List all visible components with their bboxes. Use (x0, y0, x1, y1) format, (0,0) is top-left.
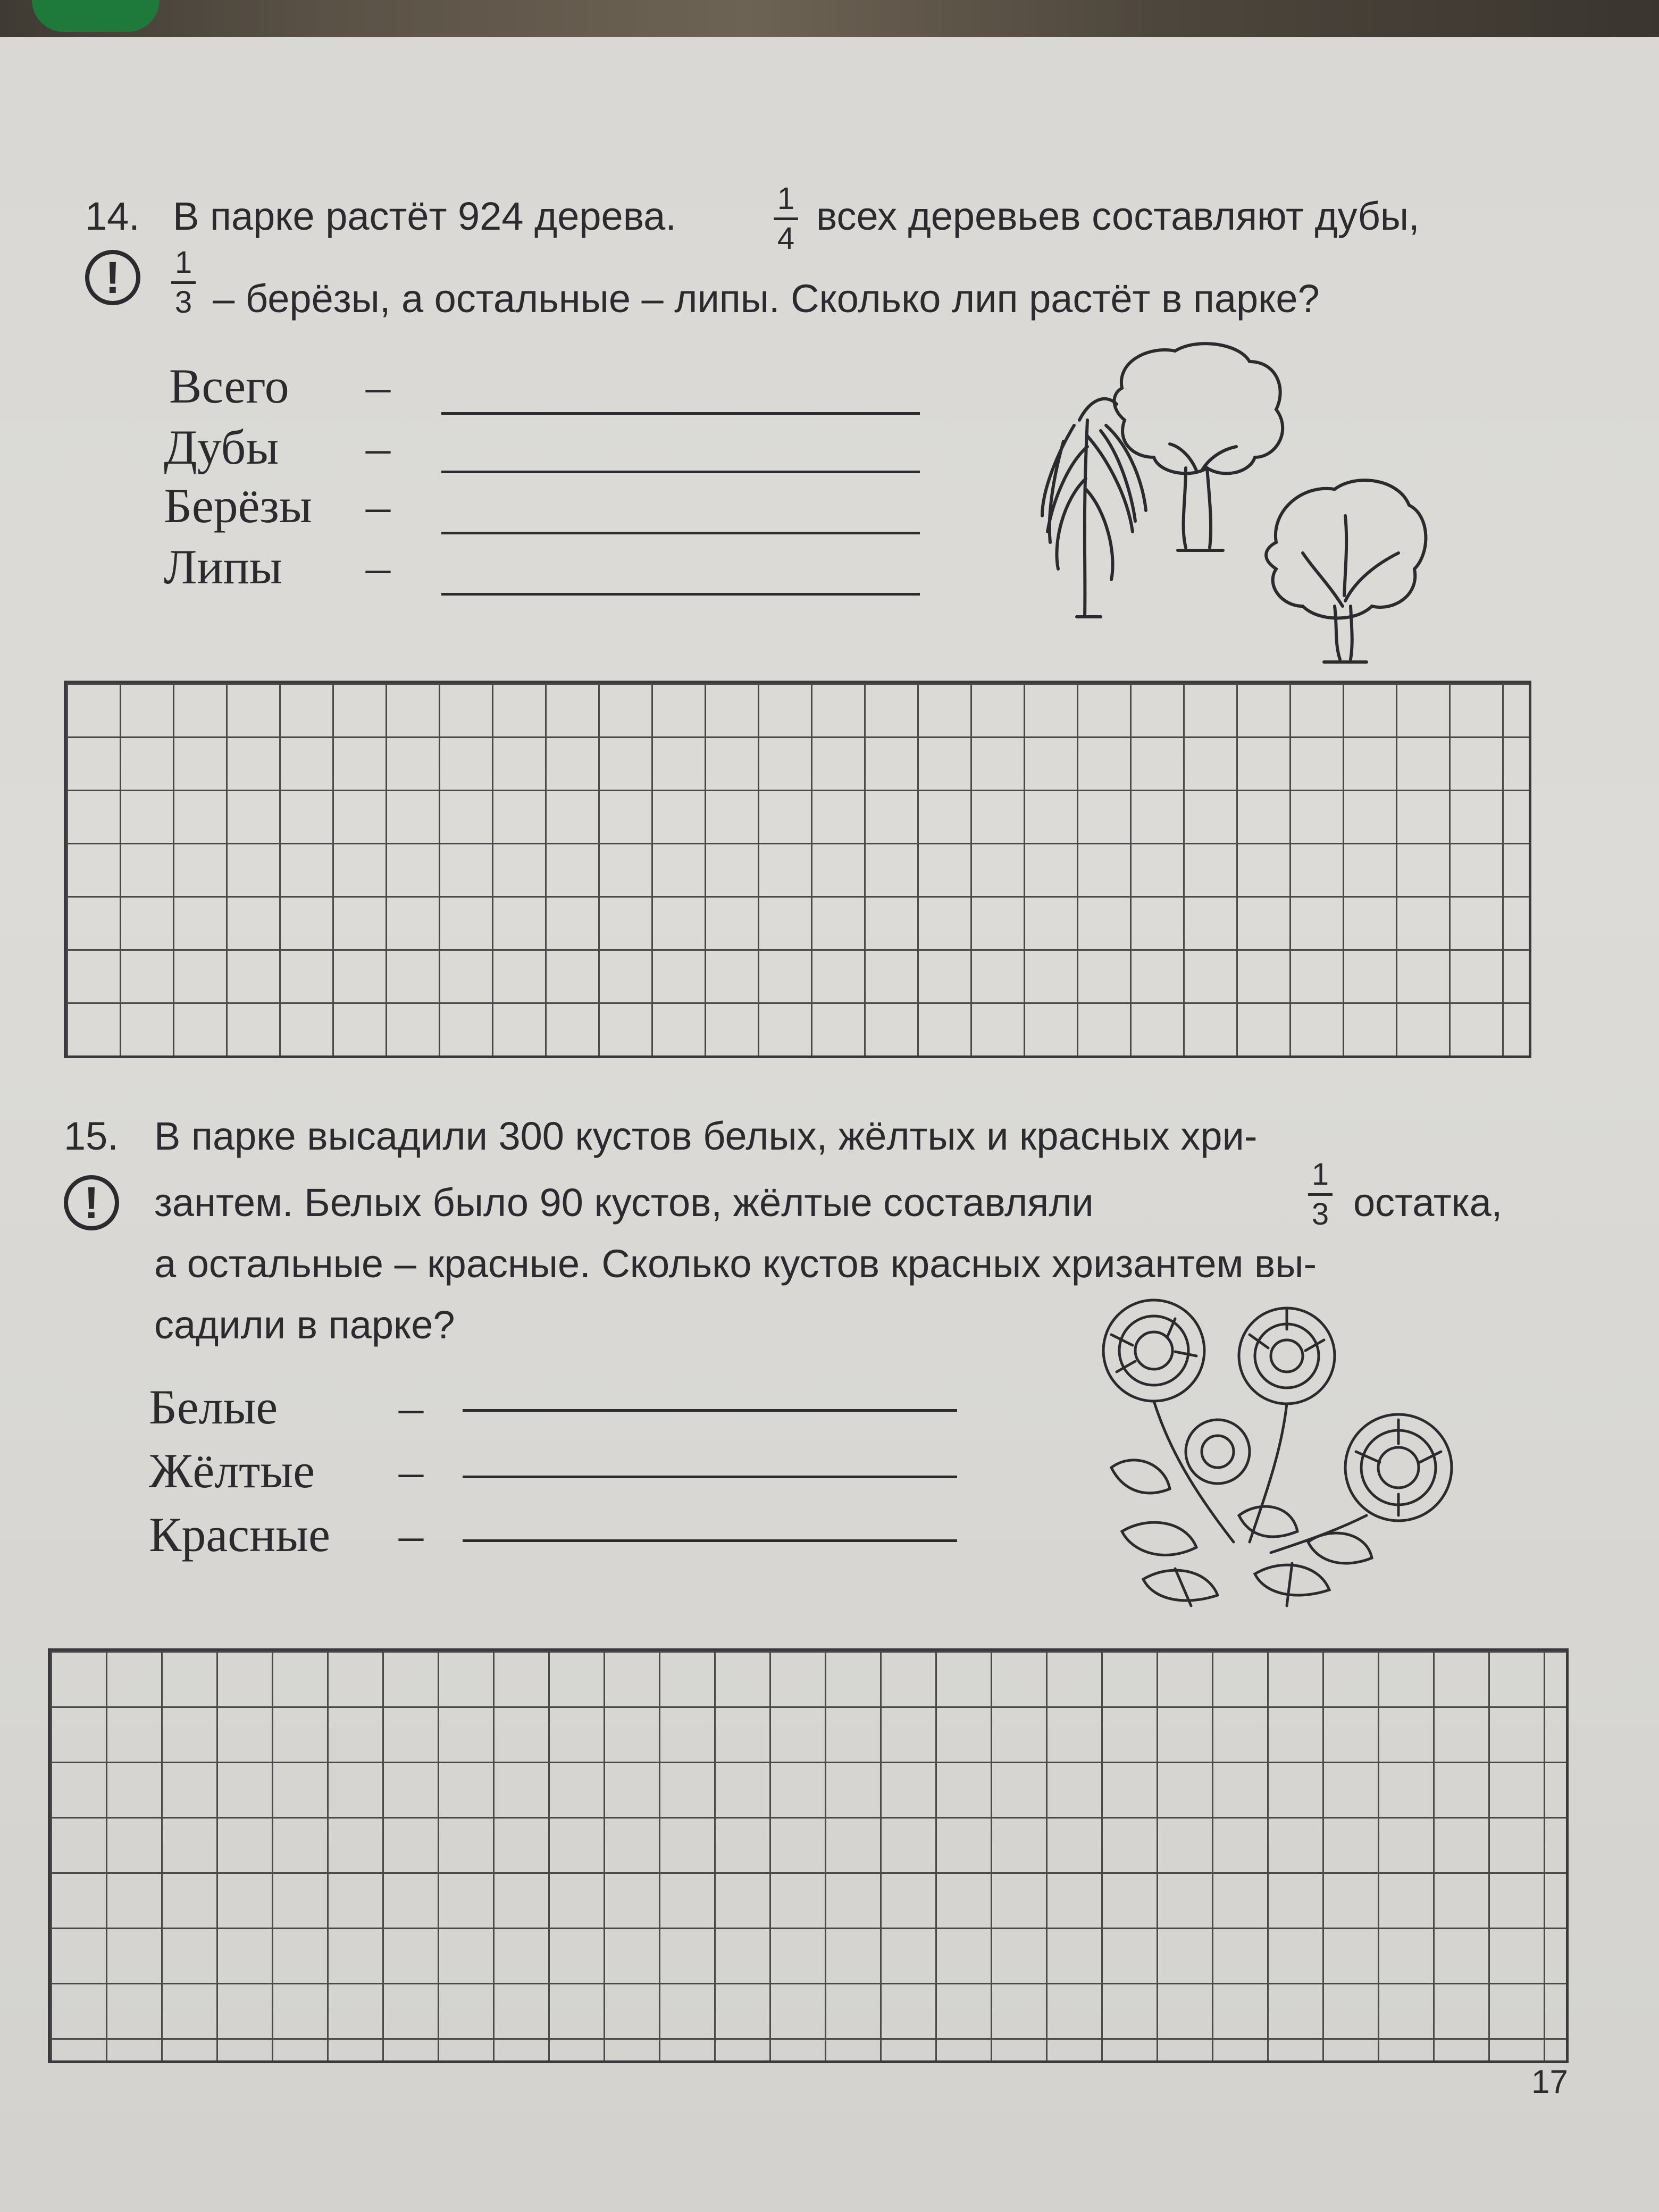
task15-row-label-yellow: Жёлтые (149, 1444, 315, 1498)
answer-line-red[interactable] (463, 1539, 957, 1542)
answer-line-total[interactable] (441, 412, 920, 415)
task14-number: 14. (85, 194, 140, 238)
task15-row-dash: – (399, 1507, 423, 1562)
task15-text-line2a: зантем. Белых было 90 кустов, жёлтые составляли (154, 1180, 1094, 1225)
task15-row-dash: – (399, 1380, 423, 1434)
fraction-bar (774, 217, 798, 220)
task14-text-line2: – берёзы, а остальные – липы. Сколько лип растёт в парке? (213, 276, 1320, 321)
chrysanthemum-illustration-icon (1079, 1292, 1468, 1611)
answer-line-lindens[interactable] (441, 593, 920, 596)
task14-fraction-quarter (774, 183, 798, 254)
task15-row-dash: – (399, 1444, 423, 1498)
exclamation-icon (85, 250, 140, 305)
task14-text-line1a: В парке растёт 924 дерева. (173, 194, 676, 238)
task15-squared-grid[interactable] (48, 1648, 1569, 2063)
task14-text-line1b: всех деревьев составляют дубы, (816, 194, 1420, 238)
task14-row-dash: – (366, 359, 390, 413)
trees-illustration-icon (1026, 340, 1430, 681)
green-object (32, 0, 160, 32)
exclamation-icon (64, 1175, 119, 1230)
fraction-denominator: 3 (174, 285, 192, 320)
task15-row-label-red: Красные (149, 1507, 330, 1562)
task15-number: 15. (64, 1114, 119, 1158)
fraction-denominator: 4 (777, 221, 795, 256)
task14-row-dash: – (366, 420, 390, 474)
fraction-denominator: 3 (1311, 1197, 1329, 1231)
task15-text-line2b: остатка, (1353, 1180, 1503, 1225)
warning-symbol: ! (84, 1177, 99, 1228)
task14-row-dash: – (366, 479, 390, 533)
fraction-bar (1308, 1193, 1333, 1196)
task15-text-line3: а остальные – красные. Сколько кустов красных хризантем вы- (154, 1242, 1317, 1286)
fraction-numerator: 1 (1311, 1157, 1329, 1192)
fraction-numerator: 1 (174, 245, 192, 280)
answer-line-oaks[interactable] (441, 471, 920, 473)
task14-row-label-birches: Берёзы (164, 479, 312, 533)
task14-squared-grid[interactable] (64, 681, 1531, 1058)
fraction-numerator: 1 (777, 181, 795, 216)
warning-symbol: ! (105, 252, 120, 303)
task15-text-line1: В парке высадили 300 кустов белых, жёлтых и красных хри- (154, 1114, 1258, 1158)
task15-row-label-white: Белые (149, 1380, 278, 1434)
task14-row-label-oaks: Дубы (164, 420, 279, 474)
answer-line-white[interactable] (463, 1409, 957, 1412)
answer-line-yellow[interactable] (463, 1476, 957, 1478)
task15-text-line4: садили в парке? (154, 1303, 455, 1347)
task14-row-dash: – (366, 540, 390, 594)
task14-fraction-third (171, 247, 196, 318)
task14-row-label-total: Всего (169, 359, 289, 413)
fraction-bar (171, 281, 196, 284)
background-surface (0, 0, 1659, 37)
page-number: 17 (1531, 2064, 1568, 2100)
task14-row-label-lindens: Липы (164, 540, 282, 594)
answer-line-birches[interactable] (441, 532, 920, 534)
task15-fraction-third (1308, 1159, 1333, 1230)
